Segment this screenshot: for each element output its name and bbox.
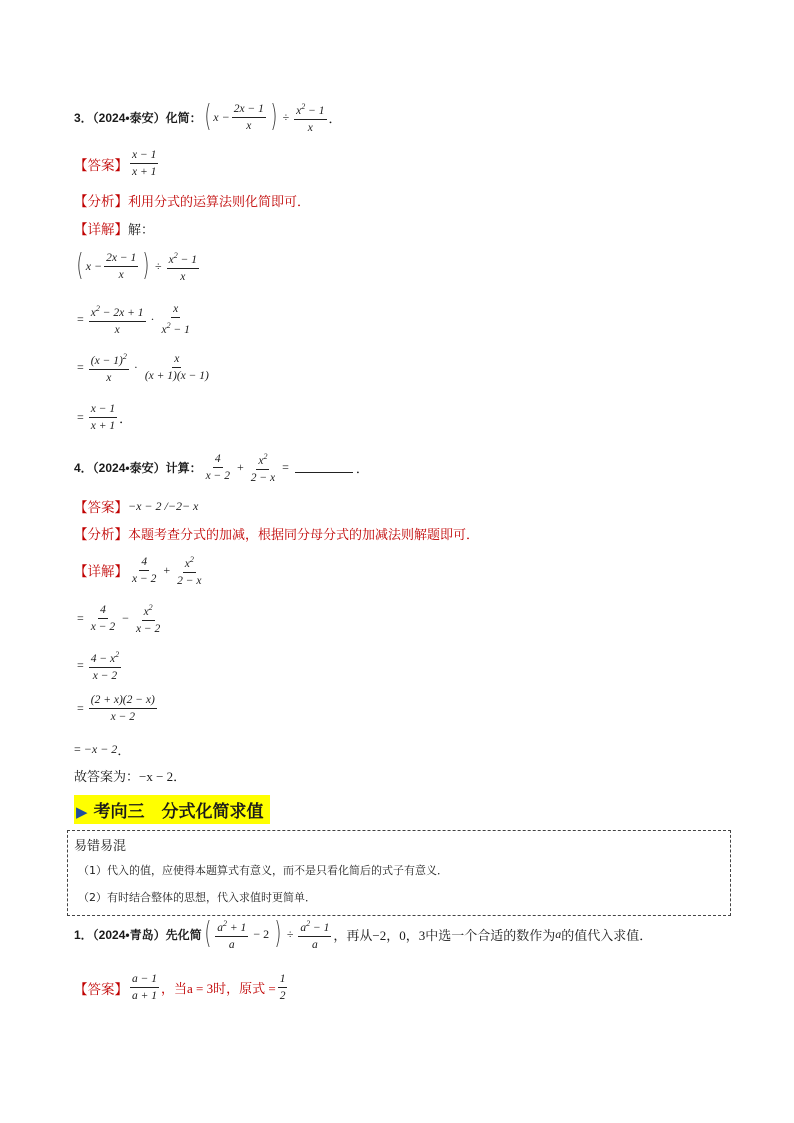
analysis-text: 本题考查分式的加减，根据同分母分式的加减法则解题即可． [128, 526, 480, 542]
paren-left: ( [203, 99, 211, 135]
pitfall-box [67, 830, 731, 916]
q4-statement: 4．（2024•泰安）计算： $\frac{4}{x - 2}$ + $\frac{x^2}{2 - x}$ = ． [74, 452, 369, 484]
q3-statement: 3．（2024•泰安）化简： ( x − $\frac{2x - 1}{x}$ ) ÷ $\frac{x^2 - 1}{x}$ ． [74, 99, 342, 135]
pitfall-item-1: （1）代入的值，应使得本题算式有意义，而不是只看化简后的式子有意义． [78, 864, 448, 877]
conclusion-text: 故答案为：−x − 2． [74, 769, 187, 784]
answer-text: −x − 2 /−2− x [128, 498, 199, 513]
q1-label: 1．（2024•青岛）先化简 [74, 927, 202, 942]
answer-eq: a = 3时，原式 = [187, 981, 276, 996]
q3-analysis [74, 190, 310, 210]
answer-blank [295, 462, 353, 473]
answer-tag: 【答案】 [74, 981, 128, 997]
answer-tag: 【答案】 [74, 157, 128, 173]
q1-text-mid: ，再从−2，0，3中选一个合适的数作为 [333, 927, 556, 943]
q4-conclusion [74, 766, 186, 785]
pitfall-title: 易错易混 [74, 839, 127, 854]
q4-step-4: = −x − 2 ． [74, 742, 131, 758]
analysis-text: 利用分式的运算法则化简即可． [128, 193, 311, 209]
q3-step-1: = $\frac{x^2 - 2x + 1}{x}$ · $\frac{x}{x^2 - 1}$ [77, 303, 190, 336]
analysis-tag: 【分析】 [74, 527, 128, 542]
paren-right: ) [270, 99, 278, 135]
fraction: $\frac{2x - 1}{x}$ [233, 102, 264, 132]
q3-step-0: ( x − $\frac{2x - 1}{x}$ ) ÷ $\frac{x^2 - 1}{x}$ [76, 248, 197, 284]
analysis-tag: 【分析】 [74, 194, 128, 209]
math-text: x − [213, 109, 230, 124]
q4-label: 4．（2024•泰安）计算： [74, 460, 202, 475]
q4-analysis [74, 523, 479, 543]
fraction: $\frac{x - 1}{x + 1}$ [132, 149, 157, 178]
q3-label: 3．（2024•泰安）化简： [74, 110, 202, 125]
fraction: $\frac{x^2 - 1}{x}$ [296, 102, 325, 134]
q3-step-3: = $\frac{x - 1}{x + 1}$ ． [77, 403, 133, 432]
section-header [74, 795, 270, 824]
triangle-icon: ▶ [76, 803, 88, 821]
q1-text-end: 的值代入求值． [561, 927, 653, 943]
answer-tag: 【答案】 [74, 500, 128, 515]
q4-detail: 【详解】 $\frac{4}{x - 2}$ + $\frac{x^2}{2 - x}$ [74, 555, 202, 587]
q3-answer [74, 148, 160, 179]
q4-step-2: = $\frac{4 - x^2}{x - 2}$ [77, 650, 120, 682]
q4-step-3: = $\frac{(2 + x)(2 - x)}{x - 2}$ [77, 694, 155, 723]
q4-answer [74, 496, 198, 516]
pitfall-item-2: （2）有时结合整体的思想，代入求值时更简单． [78, 891, 316, 904]
q3-step-2: = $\frac{(x - 1)^2}{x}$ · $\frac{x}{(x + 1)(x - 1)}$ [77, 352, 209, 384]
q1-answer: 【答案】 $\frac{a - 1}{a + 1}$ ，当 a = 3时，原式 = $\frac{1}{2}$ [74, 973, 286, 1002]
detail-text: 解： [128, 221, 155, 237]
section-title: 考向三 分式化简求值 [93, 802, 264, 822]
q3-detail [74, 218, 154, 238]
q1-statement: 1．（2024•青岛）先化简 ( $\frac{a^2 + 1}{a}$ − 2 ) ÷ $\frac{a^2 - 1}{a}$ ，再从−2，0，3中选一个合适的数作为 a 的值代入求值． [74, 916, 653, 952]
detail-tag: 【详解】 [74, 222, 128, 237]
detail-tag: 【详解】 [74, 564, 128, 580]
q4-step-1: = $\frac{4}{x - 2}$ − $\frac{x^2}{x - 2}$ [77, 603, 161, 635]
answer-when: ，当 [161, 981, 188, 996]
